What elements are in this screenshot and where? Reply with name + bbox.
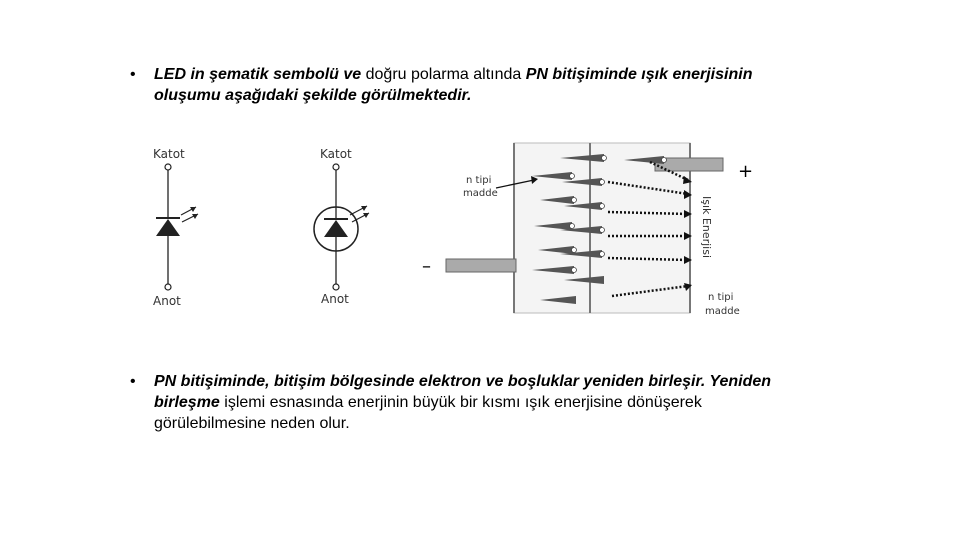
led2-cathode-label: Katot xyxy=(320,147,352,161)
led1-cathode-label: Katot xyxy=(153,147,185,161)
bullet-marker: • xyxy=(130,66,136,83)
right-material-line2: madde xyxy=(705,306,740,317)
left-material-label xyxy=(463,175,498,199)
pn-junction-diagram xyxy=(422,143,753,317)
bullet-1-part1: LED in şematik sembolü ve xyxy=(154,66,362,83)
led1-anode-label: Anot xyxy=(153,294,181,308)
right-material-line1: n tipi xyxy=(708,292,734,303)
bullet-1-part2: doğru polarma altında xyxy=(361,66,526,83)
negative-electrode xyxy=(446,259,516,272)
led-symbol-2 xyxy=(314,147,369,306)
bullet-1-part3: PN bitişiminde ışık enerjisinin oluşumu aşağıdaki şekilde görülmektedir. xyxy=(154,66,753,104)
left-material-line2: madde xyxy=(463,188,498,199)
bullet-2-part1: PN bitişiminde, bitişim bölgesinde elektron ve boşluklar yeniden birleşir. Yeniden birleşme xyxy=(154,373,772,411)
right-material-label xyxy=(705,292,740,317)
led2-anode-label: Anot xyxy=(321,292,349,306)
bullet-2-part2: işlemi esnasında enerjinin büyük bir kısmı ışık enerjisine dönüşerek görülebilmesine neden olur. xyxy=(154,394,702,432)
led-symbol-1 xyxy=(153,147,198,308)
left-material-line1: n tipi xyxy=(466,175,492,186)
plus-sign: + xyxy=(738,161,754,182)
light-energy-label: Işık Enerjisi xyxy=(700,196,713,259)
minus-sign: – xyxy=(422,256,431,277)
bullet-marker: • xyxy=(130,373,136,390)
bullet-2-text xyxy=(154,371,794,434)
